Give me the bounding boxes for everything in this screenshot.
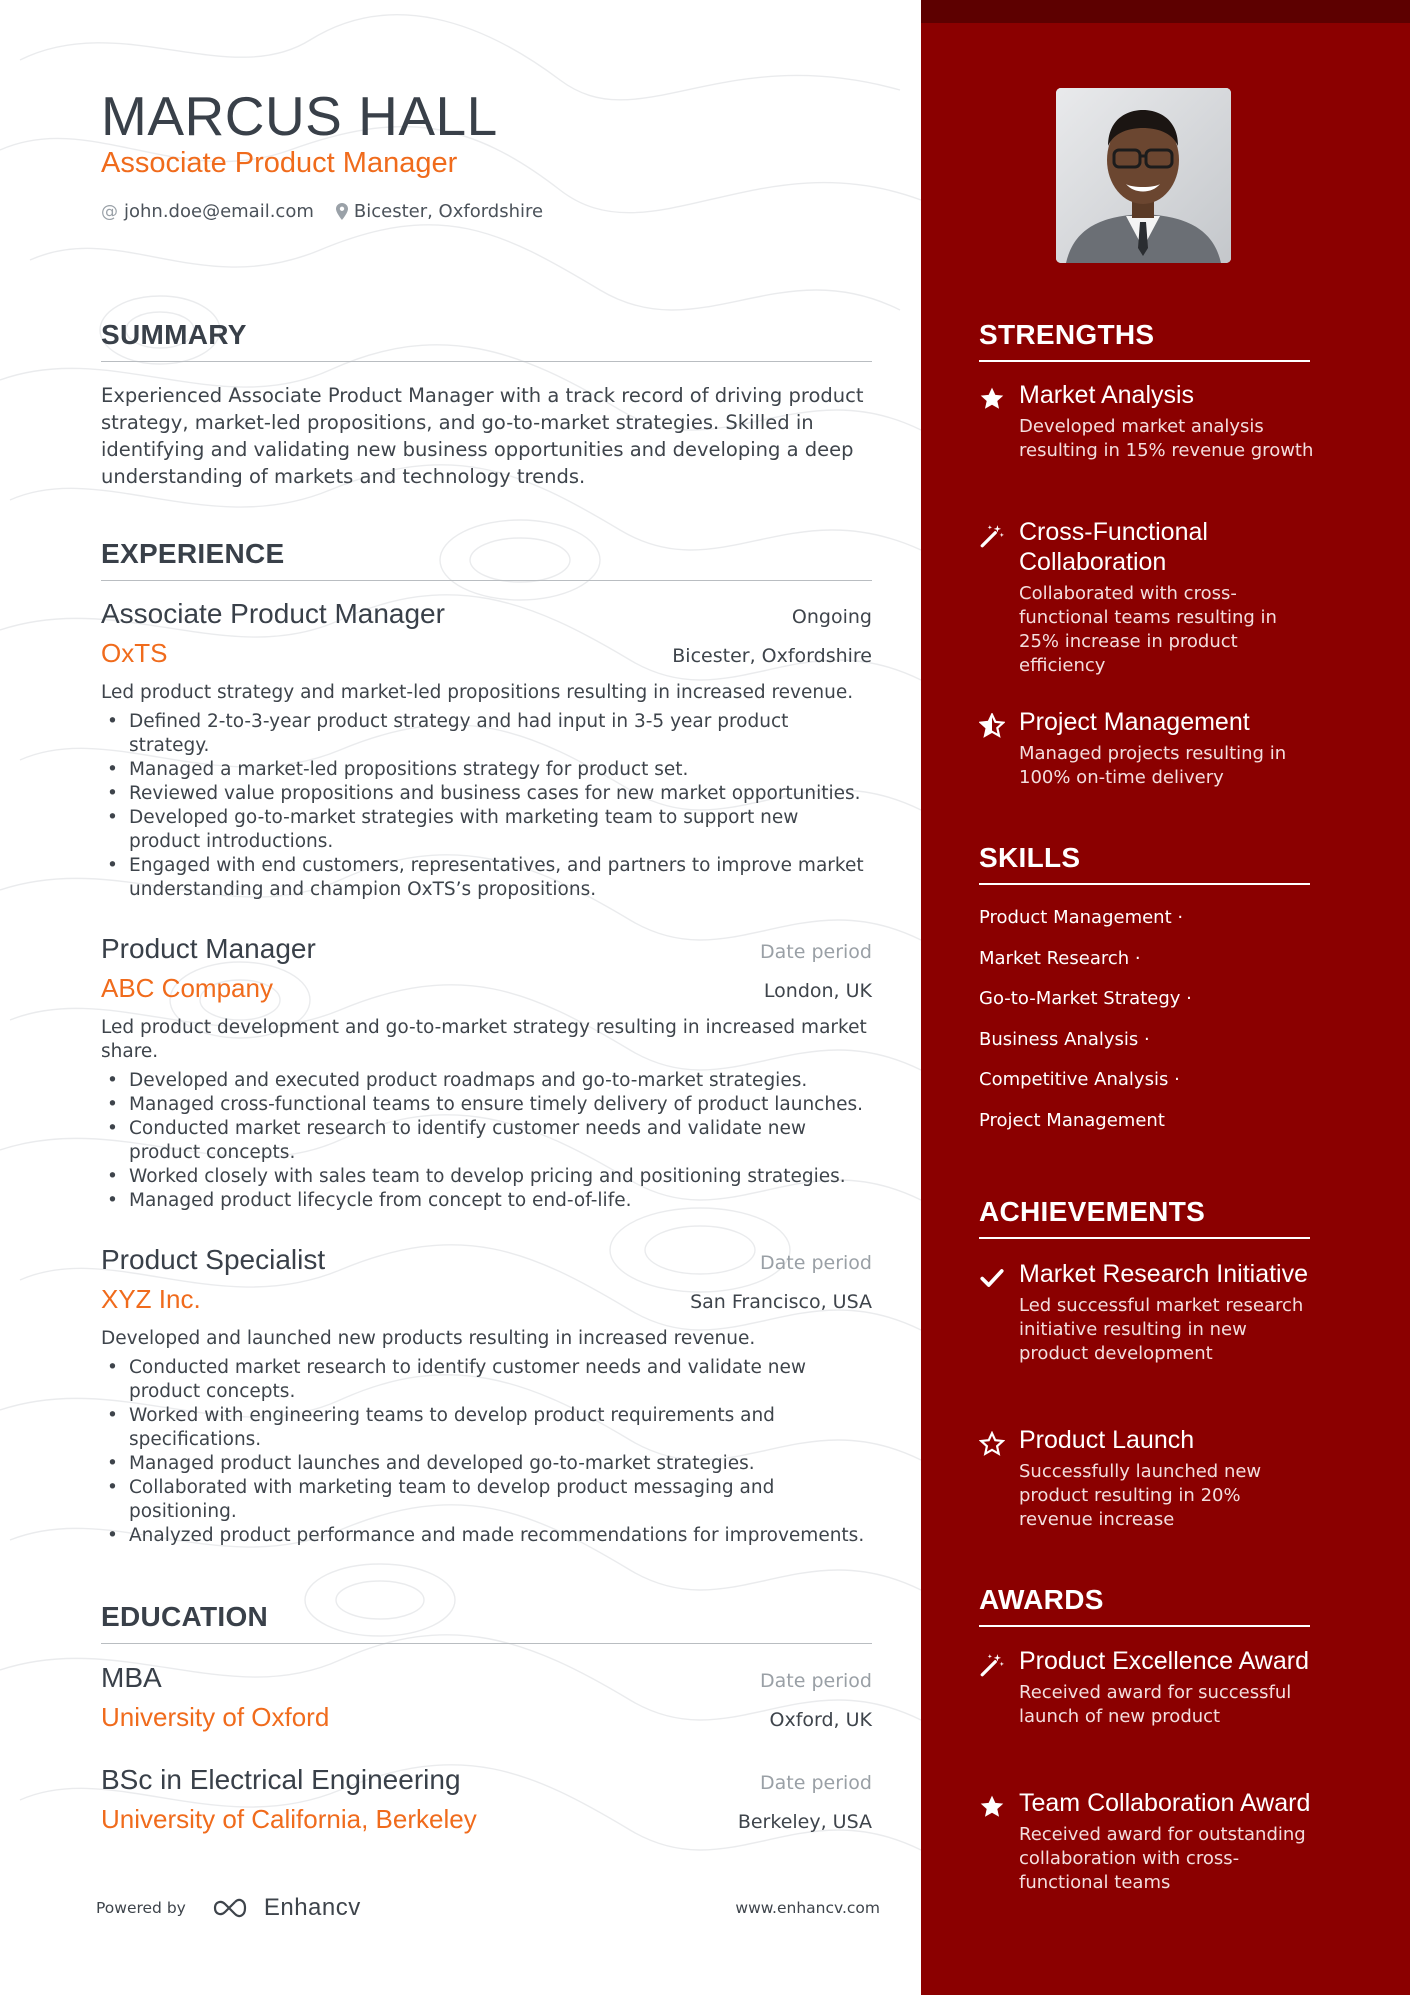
job-location: San Francisco, USA xyxy=(690,1291,872,1313)
strength-description: Collaborated with cross-functional teams resulting in 25% increase in product efficiency xyxy=(1019,583,1277,676)
job-bullets xyxy=(101,710,872,902)
award-title: Product Excellence Award xyxy=(1019,1647,1309,1675)
strength-title: Project Management xyxy=(1019,708,1250,736)
achievement-title: Product Launch xyxy=(1019,1426,1195,1454)
education-location: Berkeley, USA xyxy=(737,1811,872,1833)
job-bullet: • Worked closely with sales team to develop pricing and positioning strategies. xyxy=(101,1165,872,1189)
job-bullet: • Analyzed product performance and made recommendations for improvements. xyxy=(101,1524,872,1548)
footer-url[interactable]: www.enhancv.com xyxy=(735,1899,880,1917)
job-bullet: • Engaged with end customers, representatives, and partners to improve market understanding and champion OxTS’s propositions. xyxy=(101,854,872,902)
strength-item xyxy=(979,380,1319,463)
skill-item: Business Analysis · xyxy=(979,1028,1150,1050)
award-title: Team Collaboration Award xyxy=(1019,1789,1311,1817)
at-icon: @ xyxy=(101,201,118,222)
skill-item: Project Management xyxy=(979,1109,1165,1131)
job-bullet: • Collaborated with marketing team to develop product messaging and positioning. xyxy=(101,1476,872,1524)
job-bullet: • Managed cross-functional teams to ensure timely delivery of product launches. xyxy=(101,1093,872,1117)
sidebar xyxy=(921,0,1410,1995)
location-pin-icon xyxy=(336,203,348,220)
summary-heading: SUMMARY xyxy=(101,319,872,362)
job-bullet: • Defined 2-to-3-year product strategy and had input in 3-5 year product strategy. xyxy=(101,710,872,758)
star-icon xyxy=(979,380,1019,463)
contact-info xyxy=(101,201,565,222)
job-description: Developed and launched new products resulting in increased revenue. xyxy=(101,1328,756,1349)
skill-item: Go-to-Market Strategy · xyxy=(979,988,1192,1009)
profile-photo-illustration xyxy=(1056,88,1231,263)
strength-description: Developed market analysis resulting in 15% revenue growth xyxy=(1019,416,1314,461)
enhancv-logo-icon xyxy=(212,1897,258,1919)
powered-by-label: Powered by xyxy=(96,1899,186,1917)
job-bullet: • Conducted market research to identify customer needs and validate new product concepts. xyxy=(101,1117,872,1165)
job-role: Product Manager xyxy=(101,933,316,964)
skill-item: Competitive Analysis · xyxy=(979,1069,1180,1090)
achievement-item xyxy=(979,1425,1319,1532)
location-contact xyxy=(336,201,543,222)
magic-wand-icon xyxy=(979,1646,1019,1729)
skill-item: Market Research · xyxy=(979,947,1141,969)
summary-text: Experienced Associate Product Manager with a track record of driving product strategy, market-led propositions, and go-to-market strategies. Skilled in identifying and validating new business opportunities and developing a deep understanding of markets and technology trends. xyxy=(101,384,864,488)
strengths-heading: STRENGTHS xyxy=(979,319,1310,362)
star-outline-icon xyxy=(979,1425,1019,1532)
award-description: Received award for outstanding collaboration with cross-functional teams xyxy=(1019,1824,1306,1893)
strength-item xyxy=(979,517,1319,678)
candidate-name: MARCUS HALL xyxy=(101,85,498,147)
job-bullet: • Managed product launches and developed go-to-market strategies. xyxy=(101,1452,872,1476)
job-bullet: • Managed product lifecycle from concept to end-of-life. xyxy=(101,1189,872,1213)
achievement-title: Market Research Initiative xyxy=(1019,1260,1309,1288)
achievements-heading: ACHIEVEMENTS xyxy=(979,1196,1310,1239)
strength-title: Cross-Functional Collaboration xyxy=(1019,518,1208,576)
skills-heading: SKILLS xyxy=(979,842,1310,885)
job-description: Led product development and go-to-market strategy resulting in increased market share. xyxy=(101,1017,867,1062)
education-item xyxy=(101,1764,872,1835)
degree-name: MBA xyxy=(101,1662,162,1693)
footer xyxy=(96,1894,880,1922)
job-company: ABC Company xyxy=(101,973,273,1003)
job-role: Associate Product Manager xyxy=(101,598,445,629)
degree-name: BSc in Electrical Engineering xyxy=(101,1764,461,1795)
award-item xyxy=(979,1646,1319,1729)
achievement-description: Led successful market research initiative resulting in new product development xyxy=(1019,1295,1304,1364)
job-bullets xyxy=(101,1356,872,1548)
job-date: Date period xyxy=(760,941,872,963)
experience-heading: EXPERIENCE xyxy=(101,538,872,581)
job-bullet: • Conducted market research to identify customer needs and validate new product concepts. xyxy=(101,1356,872,1404)
job-bullets xyxy=(101,1069,872,1213)
job-location: Bicester, Oxfordshire xyxy=(672,645,872,667)
achievement-description: Successfully launched new product resulting in 20% revenue increase xyxy=(1019,1461,1262,1530)
school-name: University of Oxford xyxy=(101,1702,330,1732)
education-heading: EDUCATION xyxy=(101,1601,872,1644)
job-bullet: • Developed and executed product roadmaps and go-to-market strategies. xyxy=(101,1069,872,1093)
enhancv-logo[interactable] xyxy=(212,1894,361,1922)
school-name: University of California, Berkeley xyxy=(101,1804,477,1834)
job-date: Ongoing xyxy=(791,606,872,628)
strength-title: Market Analysis xyxy=(1019,381,1195,409)
job-bullet: • Managed a market-led propositions strategy for product set. xyxy=(101,758,872,782)
strength-description: Managed projects resulting in 100% on-time delivery xyxy=(1019,743,1287,788)
job-company: XYZ Inc. xyxy=(101,1284,201,1314)
experience-item xyxy=(101,933,872,1213)
enhancv-brand: Enhancv xyxy=(263,1894,361,1921)
job-bullet: • Reviewed value propositions and business cases for new market opportunities. xyxy=(101,782,872,806)
job-description: Led product strategy and market-led propositions resulting in increased revenue. xyxy=(101,682,854,703)
job-company: OxTS xyxy=(101,638,168,668)
job-date: Date period xyxy=(760,1252,872,1274)
award-description: Received award for successful launch of new product xyxy=(1019,1682,1292,1727)
candidate-title: Associate Product Manager xyxy=(101,147,458,179)
skills-list xyxy=(979,900,1319,1143)
strength-item xyxy=(979,707,1319,790)
powered-by xyxy=(96,1894,361,1922)
education-location: Oxford, UK xyxy=(769,1709,872,1731)
job-bullet: • Developed go-to-market strategies with marketing team to support new product introductions. xyxy=(101,806,872,854)
sidebar-top-band xyxy=(921,0,1410,23)
education-item xyxy=(101,1662,872,1733)
magic-wand-icon xyxy=(979,517,1019,678)
profile-photo xyxy=(1056,88,1231,263)
half-star-icon xyxy=(979,707,1019,790)
education-date: Date period xyxy=(760,1772,872,1794)
experience-item xyxy=(101,1244,872,1548)
job-location: London, UK xyxy=(763,980,872,1002)
star-icon xyxy=(979,1788,1019,1895)
award-item xyxy=(979,1788,1319,1895)
job-role: Product Specialist xyxy=(101,1244,326,1275)
check-icon xyxy=(979,1259,1019,1366)
skill-item: Product Management · xyxy=(979,907,1184,928)
experience-item xyxy=(101,598,872,902)
awards-heading: AWARDS xyxy=(979,1584,1310,1627)
email-text: john.doe@email.com xyxy=(124,201,314,222)
job-bullet: • Worked with engineering teams to develop product requirements and specifications. xyxy=(101,1404,872,1452)
achievement-item xyxy=(979,1259,1319,1366)
location-text: Bicester, Oxfordshire xyxy=(353,201,544,222)
education-date: Date period xyxy=(760,1670,872,1692)
email-contact[interactable] xyxy=(101,201,314,222)
